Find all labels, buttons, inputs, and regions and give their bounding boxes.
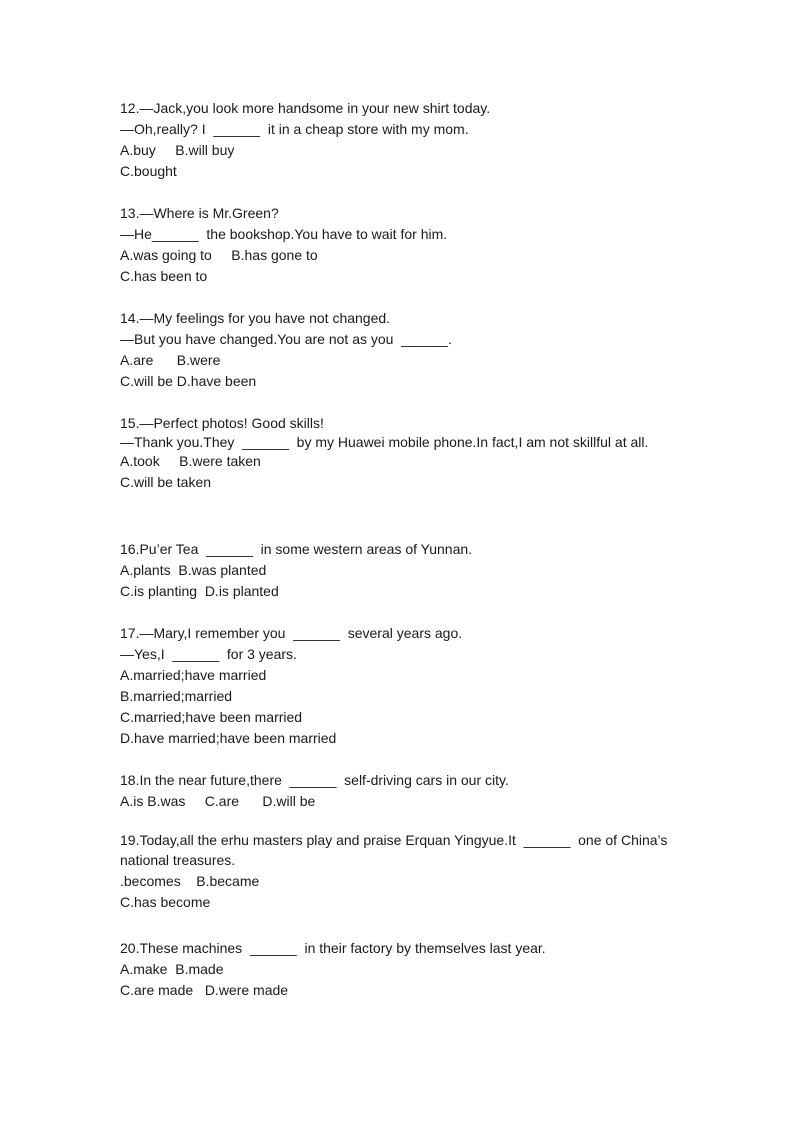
q14-dialogue: —But you have changed.You are not as you ______. — [120, 331, 452, 347]
q20-options-cd: C.are made D.were made — [120, 982, 289, 998]
q17-option-d: D.have married;have been married — [120, 730, 337, 746]
q12-options-c: C.bought — [120, 163, 177, 179]
q19-options-c: C.has become — [120, 894, 211, 910]
q13-options-ab: A.was going to B.has gone to — [120, 247, 318, 263]
q18-stem: 18.In the near future,there ______ self-driving cars in our city. — [120, 772, 509, 788]
q13-options-c: C.has been to — [120, 268, 208, 284]
q15-stem: 15.—Perfect photos! Good skills! — [120, 415, 324, 431]
q17-option-a: A.married;have married — [120, 667, 267, 683]
q17-dialogue: —Yes,I ______ for 3 years. — [120, 646, 297, 662]
q13-stem: 13.—Where is Mr.Green? — [120, 205, 279, 221]
q13-dialogue: —He______ the bookshop.You have to wait for him. — [120, 226, 448, 242]
q17-option-c: C.married;have been married — [120, 709, 303, 725]
q16-options-ab: A.plants B.was planted — [120, 562, 267, 578]
q17-stem: 17.—Mary,I remember you ______ several years ago. — [120, 625, 463, 641]
q15-options-ab: A.took B.were taken — [120, 453, 261, 469]
q14-options-ab: A.are B.were — [120, 352, 221, 368]
q19-stem: 19.Today,all the erhu masters play and praise Erquan Yingyue.It ______ one of China’s — [120, 832, 668, 848]
q14-options-cd: C.will be D.have been — [120, 373, 257, 389]
q12-dialogue: —Oh,really? I ______ it in a cheap store with my mom. — [120, 121, 469, 137]
q15-options-c: C.will be taken — [120, 474, 212, 490]
q20-options-ab: A.make B.made — [120, 961, 224, 977]
q12-stem: 12.—Jack,you look more handsome in your new shirt today. — [120, 100, 491, 116]
q15-dialogue: —Thank you.They ______ by my Huawei mobile phone.In fact,I am not skillful at all. — [120, 434, 649, 450]
q19-options-ab: .becomes B.became — [120, 873, 260, 889]
q17-option-b: B.married;married — [120, 688, 233, 704]
q19-stem-cont: national treasures. — [120, 852, 236, 868]
q16-options-cd: C.is planting D.is planted — [120, 583, 279, 599]
q14-stem: 14.—My feelings for you have not changed. — [120, 310, 391, 326]
q16-stem: 16.Pu’er Tea ______ in some western areas of Yunnan. — [120, 541, 473, 557]
q20-stem: 20.These machines ______ in their factory by themselves last year. — [120, 940, 546, 956]
q12-options-ab: A.buy B.will buy — [120, 142, 235, 158]
q18-options: A.is B.was C.are D.will be — [120, 793, 316, 809]
